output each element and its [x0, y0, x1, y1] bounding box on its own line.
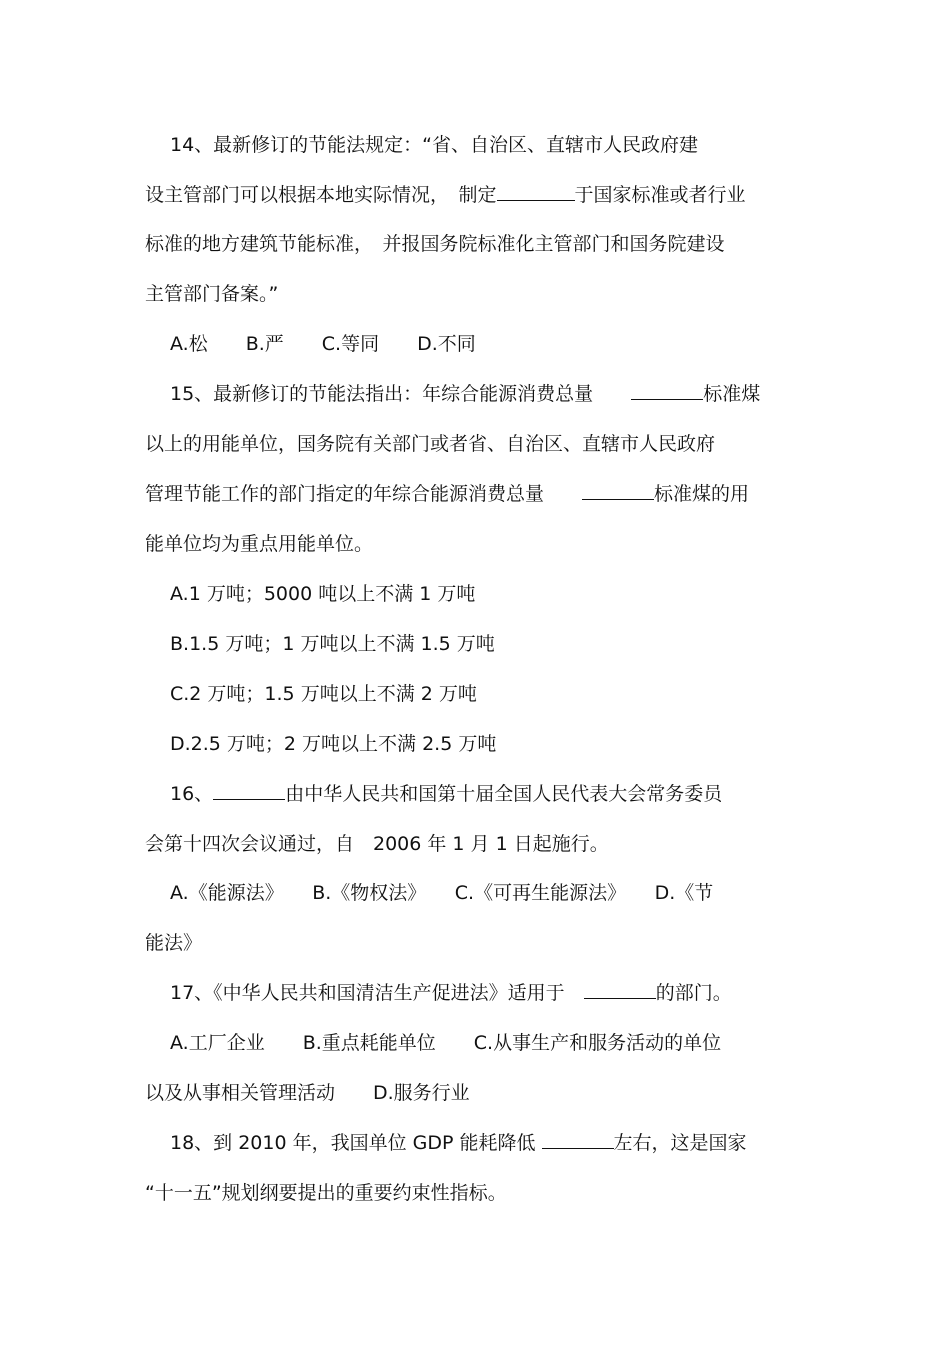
q17-options-line-1: A.工厂企业 B.重点耗能单位 C.从事生产和服务活动的单位 — [170, 1032, 722, 1054]
q15-option-c: C.2 万吨；1.5 万吨以上不满 2 万吨 — [170, 683, 477, 705]
q14-line-4: 主管部门备案。” — [145, 283, 279, 305]
q17-line-1-text-a: 17、《中华人民共和国清洁生产促进法》适用于 — [170, 982, 584, 1004]
q14-line-2-text-a: 设主管部门可以根据本地实际情况， 制定 — [145, 184, 497, 206]
q14-line-3: 标准的地方建筑节能标准， 并报国务院标准化主管部门和国务院建设 — [145, 233, 725, 255]
q15-line-3-text-b: 标准煤的用 — [654, 483, 750, 505]
q16-line-4: 能法》 — [145, 932, 203, 954]
q18-answer-blank — [542, 1128, 614, 1149]
q18-line-2: “十一五”规划纲要提出的重要约束性指标。 — [145, 1182, 507, 1204]
q15-line-1-text-b: 标准煤 — [703, 383, 761, 405]
q16-answer-blank — [213, 779, 285, 800]
q15-answer-blank-1 — [631, 379, 703, 400]
q15-answer-blank-2 — [582, 479, 654, 500]
q15-option-a: A.1 万吨；5000 吨以上不满 1 万吨 — [170, 583, 476, 605]
q14-line-2 — [145, 180, 746, 210]
q14-line-2-text-b: 于国家标准或者行业 — [574, 184, 746, 206]
q18-line-1-text-b: 左右，这是国家 — [613, 1132, 747, 1154]
q15-line-4: 能单位均为重点用能单位。 — [145, 533, 374, 555]
q15-line-1 — [170, 379, 760, 409]
q16-line-2: 会第十四次会议通过，自 2006 年 1 月 1 日起施行。 — [145, 833, 609, 855]
q16-line-1-text-a: 16、 — [170, 783, 214, 805]
q14-line-1: 14、最新修订的节能法规定：“省、自治区、直辖市人民政府建 — [170, 134, 699, 156]
q15-line-2: 以上的用能单位，国务院有关部门或者省、自治区、直辖市人民政府 — [145, 433, 716, 455]
q17-line-1-text-b: 的部门。 — [655, 982, 732, 1004]
q17-line-1 — [170, 978, 732, 1008]
q14-options: A.松 B.严 C.等同 D.不同 — [170, 333, 476, 355]
q18-line-1-text-a: 18、到 2010 年，我国单位 GDP 能耗降低 — [170, 1132, 542, 1154]
q17-answer-blank — [584, 978, 656, 999]
q14-answer-blank — [497, 180, 575, 201]
q15-line-1-text-a: 15、最新修订的节能法指出：年综合能源消费总量 — [170, 383, 632, 405]
q17-options-line-2: 以及从事相关管理活动 D.服务行业 — [145, 1082, 470, 1104]
q16-line-1-text-b: 由中华人民共和国第十届全国人民代表大会常务委员 — [285, 783, 723, 805]
q16-options: A.《能源法》 B.《物权法》 C.《可再生能源法》 D.《节 — [170, 882, 714, 904]
q15-option-d: D.2.5 万吨；2 万吨以上不满 2.5 万吨 — [170, 733, 497, 755]
q15-option-b: B.1.5 万吨；1 万吨以上不满 1.5 万吨 — [170, 633, 495, 655]
q18-line-1 — [170, 1128, 747, 1158]
q15-line-3 — [145, 479, 749, 509]
q15-line-3-text-a: 管理节能工作的部门指定的年综合能源消费总量 — [145, 483, 583, 505]
q16-line-1 — [170, 779, 722, 809]
